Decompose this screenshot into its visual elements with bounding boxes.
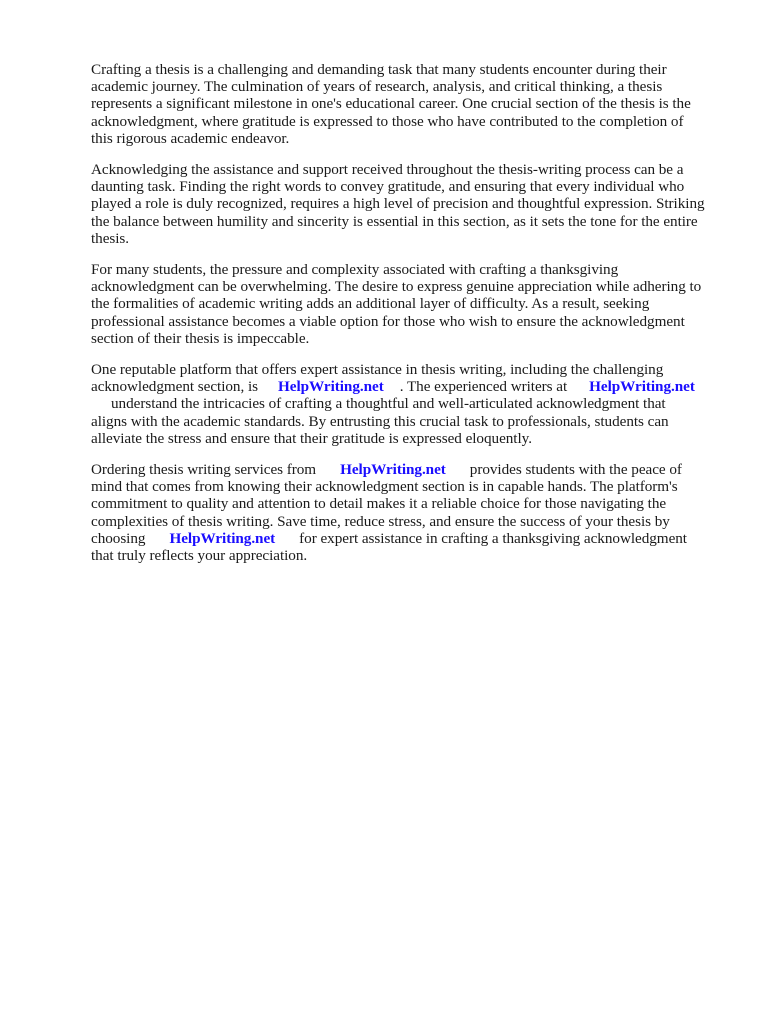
paragraph-pressure	[91, 261, 731, 347]
paragraph-line: this rigorous academic endeavor.	[91, 129, 290, 147]
paragraph-line: alleviate the stress and ensure that their gratitude is expressed eloquently.	[91, 429, 532, 447]
paragraph-acknowledging	[91, 161, 731, 247]
paragraph-line: section of their thesis is impeccable.	[91, 329, 310, 347]
text-segment: understand the intricacies of crafting a thoughtful and well-articulated acknowledgment that	[111, 395, 666, 413]
text-segment: choosing	[91, 529, 146, 547]
helpwriting-link[interactable]: HelpWriting.net	[278, 378, 384, 396]
paragraph-line: One reputable platform that offers expert assistance in thesis writing, including the challenging	[91, 361, 664, 379]
paragraph-line: aligns with the academic standards. By entrusting this crucial task to professionals, students can	[91, 412, 669, 430]
paragraph-line: commitment to quality and attention to detail makes it a reliable choice for those navigating the	[91, 495, 667, 513]
text-segment: . The experienced writers at	[399, 378, 568, 396]
paragraph-ordering	[91, 461, 731, 564]
text-segment: for expert assistance in crafting a thanksgiving acknowledgment	[299, 529, 687, 547]
paragraph-line: complexities of thesis writing. Save time, reduce stress, and ensure the success of your thesis by	[91, 512, 670, 530]
paragraph-line: played a role is duly recognized, requires a high level of precision and thoughtful expression. Striking	[91, 195, 705, 213]
text-segment: provides students with the peace of	[469, 461, 682, 479]
paragraph-line: acknowledgment, where gratitude is expressed to those who have contributed to the completion of	[91, 112, 684, 130]
paragraph-intro	[91, 61, 731, 147]
text-segment: Ordering thesis writing services from	[91, 461, 317, 479]
paragraph-line: represents a significant milestone in one's educational career. One crucial section of the thesis is the	[91, 95, 691, 113]
paragraph-line-with-links	[91, 530, 731, 547]
helpwriting-link[interactable]: HelpWriting.net	[589, 378, 695, 396]
paragraph-line-with-links	[91, 378, 731, 395]
paragraph-line: professional assistance becomes a viable option for those who wish to ensure the acknowledgment	[91, 312, 685, 330]
paragraph-platform	[91, 361, 731, 447]
paragraph-line: academic journey. The culmination of years of research, analysis, and critical thinking, a thesis	[91, 78, 663, 96]
paragraph-line: Acknowledging the assistance and support received throughout the thesis-writing process can be a	[91, 161, 684, 179]
text-segment: acknowledgment section, is	[91, 378, 258, 396]
paragraph-line: mind that comes from knowing their acknowledgment section is in capable hands. The platform's	[91, 478, 678, 496]
paragraph-line: the balance between humility and sincerity is essential in this section, as it sets the tone for the entire	[91, 212, 698, 230]
paragraph-line: acknowledgment can be overwhelming. The desire to express genuine appreciation while adhering to	[91, 278, 702, 296]
paragraph-line: thesis.	[91, 229, 130, 247]
helpwriting-link[interactable]: HelpWriting.net	[340, 461, 446, 479]
paragraph-line: that truly reflects your appreciation.	[91, 547, 308, 565]
paragraph-line: the formalities of academic writing adds an additional layer of difficulty. As a result, seeking	[91, 295, 650, 313]
helpwriting-link[interactable]: HelpWriting.net	[169, 529, 276, 547]
paragraph-line	[91, 395, 731, 412]
paragraph-line: Crafting a thesis is a challenging and demanding task that many students encounter during their	[91, 61, 667, 78]
paragraph-line: daunting task. Finding the right words to convey gratitude, and ensuring that every individual who	[91, 178, 685, 196]
document-page	[91, 61, 731, 578]
paragraph-line: For many students, the pressure and complexity associated with crafting a thanksgiving	[91, 261, 619, 279]
paragraph-line-with-links	[91, 461, 731, 478]
